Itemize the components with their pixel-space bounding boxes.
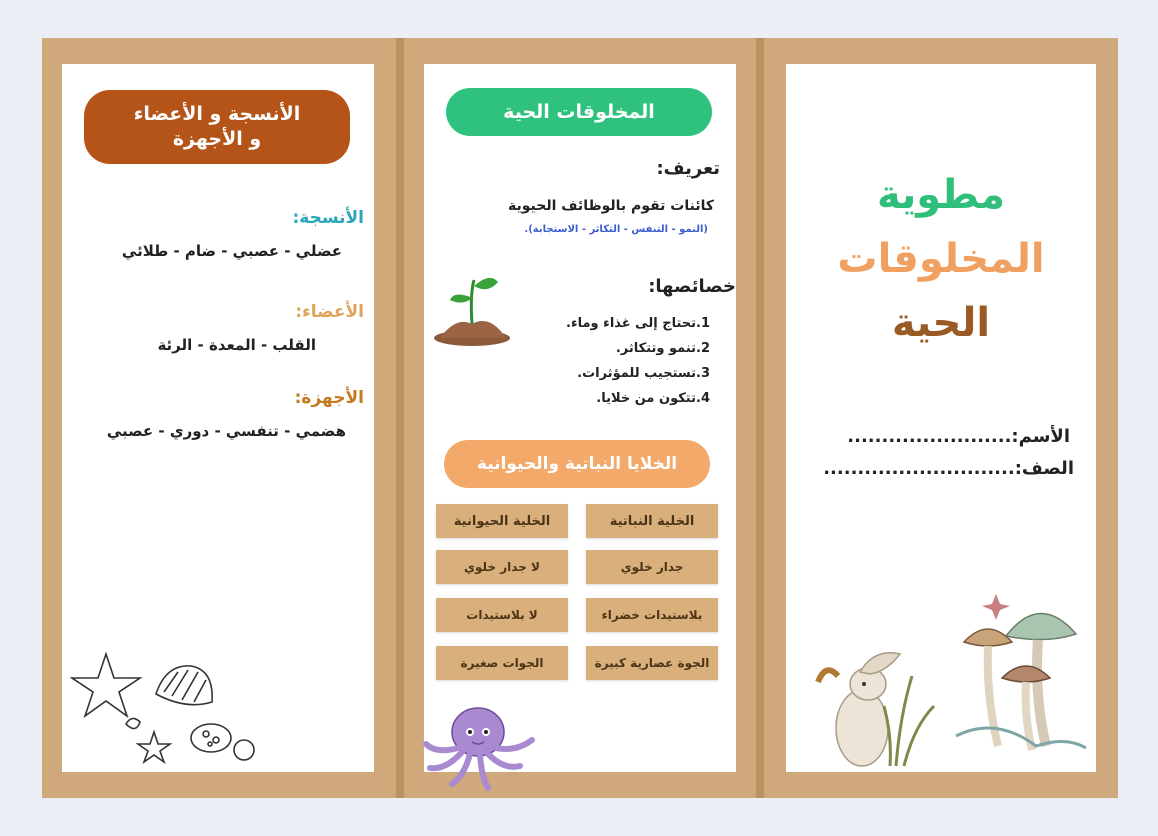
systems-text: هضمي - تنفسي - دوري - عصبي <box>106 422 346 440</box>
plant-cell-item: الجوة عصارية كبيرة <box>586 646 718 680</box>
name-label: الأسم: <box>1011 426 1070 447</box>
plant-cell-header: الخلية النباتية <box>586 504 718 538</box>
header-line-2: و الأجهزة <box>172 128 262 150</box>
name-field[interactable] <box>847 426 1070 447</box>
middle-panel <box>424 64 736 772</box>
fold-left <box>396 38 404 798</box>
tissues-text: عضلي - عصبي - ضام - طلائي <box>121 242 342 260</box>
animal-cell-item: لا جدار خلوي <box>436 550 568 584</box>
tissues-heading: الأنسجة: <box>292 208 364 228</box>
animal-cell-item: الجوات صغيرة <box>436 646 568 680</box>
plant-cell-item: بلاستيدات خضراء <box>586 598 718 632</box>
seashells-icon <box>66 644 266 764</box>
trait-item: 1.تحتاج إلى غذاء وماء. <box>566 316 710 331</box>
organs-heading: الأعضاء: <box>295 302 364 322</box>
trait-item: 4.تتكون من خلايا. <box>596 391 710 406</box>
plant-cell-item: جدار خلوي <box>586 550 718 584</box>
cover-panel <box>786 64 1096 772</box>
traits-heading: خصائصها: <box>648 276 736 297</box>
living-organisms-header: المخلوقات الحية <box>446 88 712 136</box>
definition-sub: (النمو - التنفس - التكاثر - الاستجابة). <box>524 224 708 235</box>
definition-text: كائنات تقوم بالوظائف الحيوية <box>508 198 714 214</box>
rabbit-icon <box>804 636 944 772</box>
cells-header: الخلايا النباتية والحيوانية <box>444 440 710 488</box>
definition-heading: تعريف: <box>656 158 720 179</box>
systems-heading: الأجهزة: <box>294 388 364 408</box>
class-label: الصف: <box>1014 458 1074 479</box>
organs-text: القلب - المعدة - الرئة <box>157 336 316 354</box>
class-field[interactable] <box>823 458 1074 479</box>
animal-cell-header: الخلية الحيوانية <box>436 504 568 538</box>
trait-item: 2.تنمو وتتكاثر. <box>615 341 710 356</box>
animal-cell-item: لا بلاستيدات <box>436 598 568 632</box>
left-panel <box>62 64 374 772</box>
tissues-organs-header <box>84 90 350 164</box>
header-line-1: الأنسجة و الأعضاء <box>133 103 301 126</box>
cover-title-line-2: المخلوقات <box>837 236 1045 282</box>
cover-title-line-3: الحية <box>891 300 991 346</box>
class-dots: ............................ <box>823 458 1015 479</box>
trait-item: 3.تستجيب للمؤثرات. <box>577 366 710 381</box>
brochure <box>42 38 1118 798</box>
name-dots: ........................ <box>847 426 1012 447</box>
mushrooms-icon <box>936 586 1096 766</box>
fold-right <box>756 38 764 798</box>
traits-list <box>566 316 710 416</box>
cover-title-line-1: مطوية <box>876 172 1006 218</box>
plant-sprout-icon <box>432 264 512 348</box>
octopus-icon <box>416 704 546 794</box>
